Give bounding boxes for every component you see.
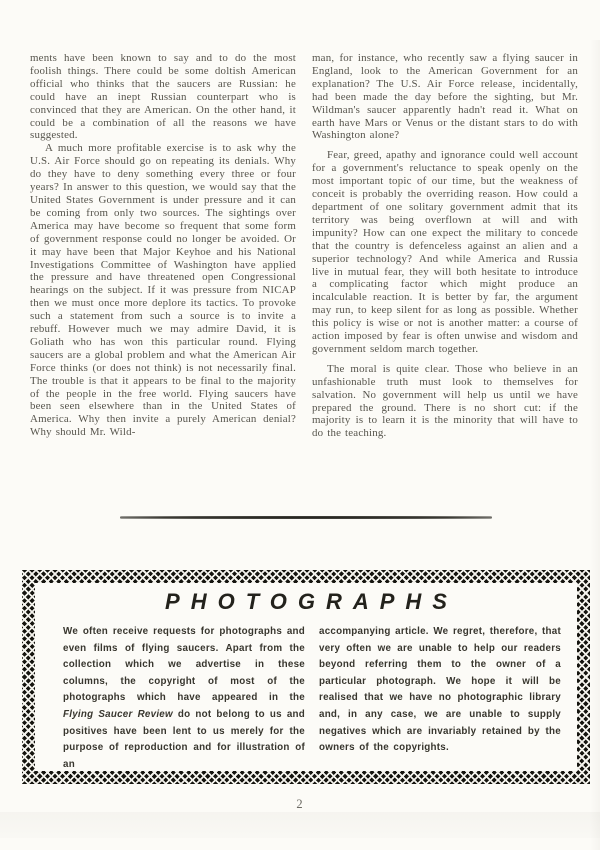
article-body bbox=[30, 52, 578, 440]
photographs-title: PHOTOGRAPHS bbox=[165, 589, 458, 614]
paragraph: ments have been known to say and to do the most foolish things. There could be some doltish American official who thinks that the saucers are Russian: he could have an inept Russian counterpart who is convinced that they are American. On the other hand, it could be a combination of all the reasons we have suggested. bbox=[30, 52, 296, 142]
paragraph: A much more profitable exercise is to ask why the U.S. Air Force should go on repeating its denials. Why do they have to deny something every three or four years? In answer to this question, we would say that the United States Government is under pressure and it can be coming from only two sources. The sightings over America may have become so frequent that some form of government response could no longer be avoided. Or it may have been that Major Keyhoe and his National Investigations Committee of Washington have applied the pressure and have threatened open Congressional hearings on the subject. If it was pressure from NICAP then we must once more deplore its tactics. To provoke such a statement from such a source is to invite a rebuff. However much we may admire David, it is Goliath who has won this particular round. Flying saucers are a global problem and what the American Air Force thinks (or does not think) is not necessarily final. The trouble is that it appears to be final to the majority of the people in the free world. Flying saucers have been seen elsewhere than in the United States of America. Why then invite a purely American denial? Why should Mr. Wild- bbox=[30, 142, 296, 439]
photographs-box-columns bbox=[35, 624, 577, 773]
box-left-column bbox=[63, 624, 305, 773]
journal-title-italic: Flying Saucer Review bbox=[63, 708, 173, 720]
photographs-box-inner bbox=[35, 583, 577, 771]
box-left-text-start: We often receive requests for photographs and even films of flying saucers. Apart from the collection which we advertise in these columns, the copyright of most of the photographs which have appeared in the bbox=[63, 626, 305, 704]
section-divider-rule bbox=[120, 516, 492, 519]
paragraph: man, for instance, who recently saw a flying saucer in England, look to the American Government for an explanation? The U.S. Air Force release, incidentally, had been made the day before the sighting, but Mr. Wildman's saucer apparently hadn't read it. What on earth have Mars or Venus or the distant stars to do with Washington alone? bbox=[312, 52, 578, 142]
photographs-notice-box bbox=[22, 570, 590, 784]
box-right-column: accompanying article. We regret, therefore, that very often we are unable to help our readers beyond referring them to the owner of a particular photograph. We hope it will be realised that we have no photographic library and, in any case, we are unable to supply negatives which are invariably retained by the owners of the copyrights. bbox=[319, 626, 561, 754]
scan-edge-shadow-bottom bbox=[0, 812, 600, 838]
paragraph: The moral is quite clear. Those who believe in an unfashionable truth must look to themselves for salvation. No government will help us until we have prepared the ground. There is no short cut: if the majority is to learn it is the minority that will have to do the teaching. bbox=[312, 362, 578, 440]
scan-edge-shadow-right bbox=[590, 40, 600, 850]
box-left-text-end: do not belong to us and positives have been lent to us merely for the purpose of reproduction and for illustration of an bbox=[63, 708, 305, 770]
paragraph: Fear, greed, apathy and ignorance could well account for a government's reluctance to speak openly on the most important topic of our time, but the weakness of conceit is probably the overriding reason. How could a department of one solitary government admit that its territory was being overflown at will and with impunity? How can one expect the military to concede that the country is defenceless against an alien and a superior technology? And while America and Russia live in mutual fear, they will both hesitate to introduce a complicating factor which might produce an incalculable reaction. It is better by far, the argument may run, to keep silent for as long as possible. Whether this policy is wise or not is another matter: a course of action imposed by fear is often unwise and wisdom and government seldom march together. bbox=[312, 149, 578, 355]
article-left-column bbox=[30, 52, 296, 440]
article-right-column bbox=[312, 52, 578, 440]
page-number: 2 bbox=[296, 797, 304, 811]
